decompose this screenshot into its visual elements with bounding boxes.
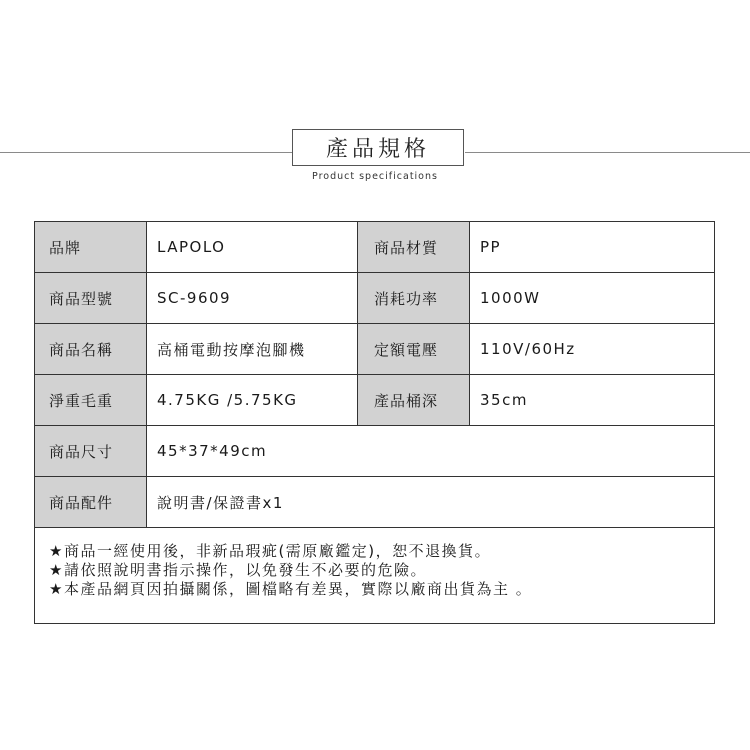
table-row	[35, 273, 715, 324]
spec-label: 商品配件	[35, 477, 147, 528]
spec-value: 高桶電動按摩泡腳機	[147, 324, 358, 375]
note-line: ★本產品網頁因拍攝關係，圖檔略有差異，實際以廠商出貨為主 。	[49, 580, 533, 598]
spec-value: 4.75KG /5.75KG	[147, 375, 358, 426]
notes-row	[35, 528, 715, 624]
spec-label: 品牌	[35, 222, 147, 273]
table-row	[35, 426, 715, 477]
table-row	[35, 324, 715, 375]
notes-cell	[35, 528, 715, 624]
note-line: ★請依照說明書指示操作，以免發生不必要的危險。	[49, 561, 427, 579]
spec-value: 1000W	[470, 273, 715, 324]
spec-label: 商品材質	[358, 222, 470, 273]
spec-label: 商品尺寸	[35, 426, 147, 477]
table-row	[35, 375, 715, 426]
spec-value: 說明書/保證書x1	[147, 477, 715, 528]
table-row	[35, 477, 715, 528]
note-line: ★商品一經使用後，非新品瑕疵(需原廠鑑定)，恕不退換貨。	[49, 542, 492, 560]
spec-value: 45*37*49cm	[147, 426, 715, 477]
spec-label: 商品型號	[35, 273, 147, 324]
table-row	[35, 222, 715, 273]
title-divider-right	[465, 152, 750, 153]
spec-value: LAPOLO	[147, 222, 358, 273]
spec-value: 110V/60Hz	[470, 324, 715, 375]
spec-value: SC-9609	[147, 273, 358, 324]
spec-table	[34, 221, 715, 624]
spec-label: 商品名稱	[35, 324, 147, 375]
spec-label: 消耗功率	[358, 273, 470, 324]
spec-label: 淨重毛重	[35, 375, 147, 426]
spec-value: PP	[470, 222, 715, 273]
spec-label: 產品桶深	[358, 375, 470, 426]
spec-value: 35cm	[470, 375, 715, 426]
title-divider-left	[0, 152, 292, 153]
section-subtitle: Product specifications	[312, 171, 438, 182]
spec-label: 定額電壓	[358, 324, 470, 375]
section-title: 產品規格	[292, 129, 464, 166]
